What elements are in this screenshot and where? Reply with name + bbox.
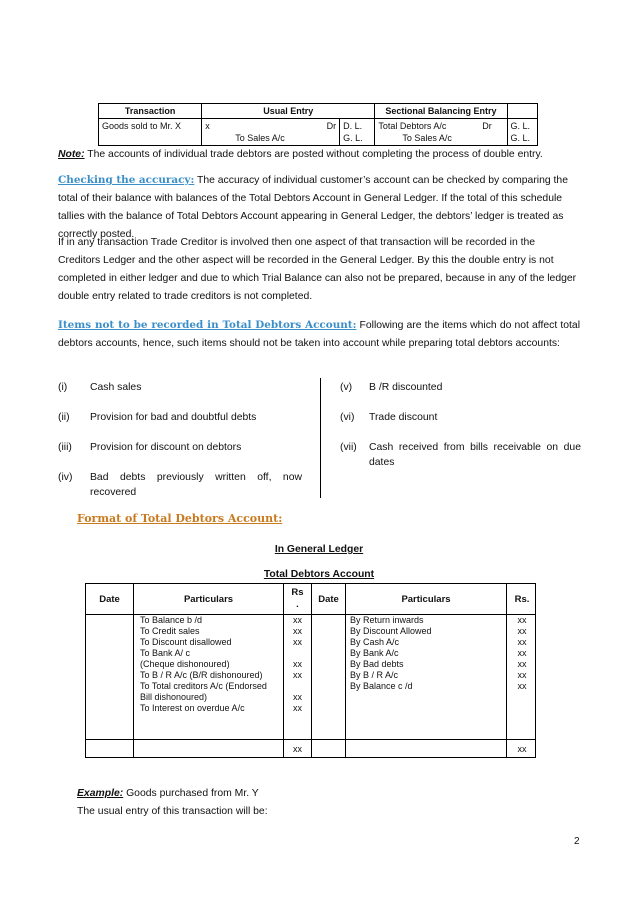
example-line-2: The usual entry of this transaction will be: bbox=[77, 806, 268, 817]
ledger-credit-amount: xx bbox=[517, 626, 527, 636]
ledger-header-rs: Rs bbox=[291, 587, 304, 598]
list-item-number: (vi) bbox=[340, 412, 355, 423]
ledger-credit-amount: xx bbox=[517, 659, 527, 669]
checking-heading: Checking the accuracy: bbox=[58, 174, 195, 186]
ledger-total-line bbox=[86, 739, 535, 740]
creditors-paragraph: If in any transaction Trade Creditor is involved then one aspect of that transaction will be recorded in the Creditors Ledger and the other aspect will be recorded in the General Ledger. By this the double entry is not completed in either ledger and due to which Trial Balance can also not be prepared, because in any of the ledger double entry related to trade creditors is not completed. bbox=[58, 237, 577, 302]
checking-text: The accuracy of individual customer’s account can be checked by comparing the total of their balance with balances of the Total Debtors Account in General Ledger. If the total of this schedule tallies with the balance of Total Debtors Account appearing in General Ledger, the debtors’ ledger is treated as correctly posted. bbox=[58, 175, 568, 240]
sectional-entry-credit: To Sales A/c bbox=[402, 133, 452, 143]
format-title: Format of Total Debtors Account: bbox=[77, 512, 283, 525]
ledger-debit-amount: xx bbox=[293, 659, 302, 669]
ledger-credit-line: By Cash A/c bbox=[350, 637, 400, 647]
ledger-header-particulars: Particulars bbox=[183, 594, 234, 605]
sectional-ledger-2: G. L. bbox=[510, 133, 531, 143]
sectional-ledger-1: G. L. bbox=[510, 121, 531, 131]
list-item-number: (ii) bbox=[58, 412, 70, 423]
list-item bbox=[340, 380, 582, 395]
ledger-debit-line: To Discount disallowed bbox=[140, 637, 232, 647]
ledger-credit-line: By B / R A/c bbox=[350, 670, 399, 680]
note-label: Note: bbox=[58, 149, 85, 160]
ledger-credit-line: By Bank A/c bbox=[350, 648, 399, 658]
ledger-col-divider bbox=[345, 584, 346, 757]
list-item-text: Cash sales bbox=[90, 382, 142, 393]
usual-entry-dr: Dr bbox=[326, 121, 337, 131]
credit-particulars bbox=[350, 615, 500, 692]
ledger-debit-amount: xx bbox=[293, 615, 302, 625]
ledger-debit-line: Bill dishonoured) bbox=[140, 692, 208, 702]
items-text: Following are the items which do not affect total debtors accounts, hence, such items should not be taken into account while preparing total debtors accounts: bbox=[58, 320, 580, 349]
usual-entry-credit: To Sales A/c bbox=[235, 133, 285, 143]
ledger-caption: In General Ledger bbox=[274, 544, 364, 555]
items-list-right bbox=[340, 378, 582, 508]
ledger-credit-amount: xx bbox=[517, 648, 527, 658]
ledger-debit-line: To B / R A/c (B/R dishonoured) bbox=[140, 670, 263, 680]
ledger-debit-line: To Bank A/ c bbox=[140, 648, 191, 658]
page-number: 2 bbox=[574, 836, 580, 847]
example-paragraph bbox=[77, 785, 557, 803]
ledger-debit-line: (Cheque dishonoured) bbox=[140, 659, 230, 669]
ledger-debit-line: To Balance b /d bbox=[140, 615, 203, 625]
ledger-header-rs-dot: . bbox=[296, 599, 299, 610]
total-debtors-ledger bbox=[85, 583, 536, 758]
list-item bbox=[58, 380, 308, 395]
usual-entry-account: x bbox=[205, 121, 210, 131]
header-usual-entry: Usual Entry bbox=[202, 104, 375, 119]
list-item-text: Bad debts previously written off, now recovered bbox=[90, 472, 302, 498]
usual-entry-cell bbox=[202, 119, 340, 146]
sectional-spacer bbox=[495, 119, 507, 146]
list-item bbox=[58, 440, 308, 455]
ledger-debit-line: To Total creditors A/c (Endorsed bbox=[140, 681, 267, 691]
ledger-header-particulars-2: Particulars bbox=[401, 594, 451, 605]
items-list-left bbox=[58, 378, 308, 508]
sectional-ledger-cell bbox=[507, 119, 537, 146]
list-item-text: B /R discounted bbox=[369, 382, 443, 393]
ledger-header-date: Date bbox=[99, 594, 120, 605]
ledger-debit-amount: xx bbox=[293, 637, 302, 647]
header-transaction: Transaction bbox=[99, 104, 202, 119]
list-item-number: (i) bbox=[58, 382, 68, 393]
transaction-cell: Goods sold to Mr. X bbox=[99, 119, 202, 146]
example-label: Example: bbox=[77, 788, 124, 799]
list-item bbox=[58, 470, 308, 502]
list-divider bbox=[320, 378, 321, 498]
ledger-debit-amount: xx bbox=[293, 692, 302, 702]
ledger-debit-line: To Credit sales bbox=[140, 626, 200, 636]
list-item bbox=[58, 410, 308, 425]
items-paragraph bbox=[58, 316, 580, 353]
note-paragraph bbox=[58, 146, 580, 164]
sectional-entry-cell bbox=[375, 119, 495, 146]
ledger-debit-amount: xx bbox=[293, 626, 302, 636]
list-item-number: (v) bbox=[340, 382, 353, 393]
sectional-entry-dr: Dr bbox=[482, 121, 492, 131]
list-item-text: Provision for discount on debtors bbox=[90, 442, 242, 453]
ledger-credit-line: By Return inwards bbox=[350, 615, 424, 625]
usual-ledger-2: G. L. bbox=[343, 133, 363, 143]
ledger-credit-line: By Discount Allowed bbox=[350, 626, 432, 636]
ledger-col-divider bbox=[133, 584, 134, 757]
ledger-debit-line: To Interest on overdue A/c bbox=[140, 703, 245, 713]
items-heading: Items not to be recorded in Total Debtors Account: bbox=[58, 319, 357, 331]
debit-total: xx bbox=[293, 744, 302, 754]
ledger-credit-amount: xx bbox=[517, 615, 527, 625]
table-row bbox=[99, 119, 538, 146]
ledger-credit-amount: xx bbox=[517, 637, 527, 647]
usual-ledger-1: D. L. bbox=[343, 121, 363, 131]
list-item bbox=[340, 410, 582, 425]
usual-ledger-cell bbox=[340, 119, 375, 146]
list-item-text: Cash received from bills receivable on due dates bbox=[369, 442, 581, 468]
ledger-credit-line: By Bad debts bbox=[350, 659, 404, 669]
entry-comparison-table bbox=[98, 103, 538, 146]
list-item-number: (vii) bbox=[340, 442, 357, 453]
list-item-number: (iii) bbox=[58, 442, 72, 453]
table-header-row bbox=[99, 104, 538, 119]
ledger-debit-amount: xx bbox=[293, 703, 302, 713]
ledger-credit-line: By Balance c /d bbox=[350, 681, 413, 691]
debit-amounts bbox=[284, 615, 311, 714]
list-item-text: Provision for bad and doubtful debts bbox=[90, 412, 257, 423]
ledger-credit-amount: xx bbox=[517, 681, 527, 691]
ledger-header-rs-2: Rs. bbox=[514, 594, 530, 605]
ledger-debit-amount: xx bbox=[293, 670, 302, 680]
debit-particulars bbox=[140, 615, 282, 714]
sectional-entry-debit: Total Debtors A/c bbox=[378, 121, 447, 131]
ledger-header-date-2: Date bbox=[318, 594, 339, 605]
account-caption: Total Debtors Account bbox=[263, 569, 375, 580]
list-item-number: (iv) bbox=[58, 472, 73, 483]
example-text: Goods purchased from Mr. Y bbox=[123, 788, 259, 799]
note-text: The accounts of individual trade debtors are posted without completing the process of double entry. bbox=[84, 149, 543, 160]
credit-amounts bbox=[507, 615, 537, 692]
header-sectional-entry: Sectional Balancing Entry bbox=[375, 104, 507, 119]
ledger-debit-amount bbox=[284, 648, 311, 659]
header-blank bbox=[507, 104, 537, 119]
list-item bbox=[340, 440, 582, 472]
ledger-debit-amount bbox=[284, 681, 311, 692]
credit-total: xx bbox=[517, 744, 527, 754]
ledger-col-divider bbox=[311, 584, 312, 757]
list-item-text: Trade discount bbox=[369, 412, 438, 423]
ledger-credit-amount: xx bbox=[517, 670, 527, 680]
